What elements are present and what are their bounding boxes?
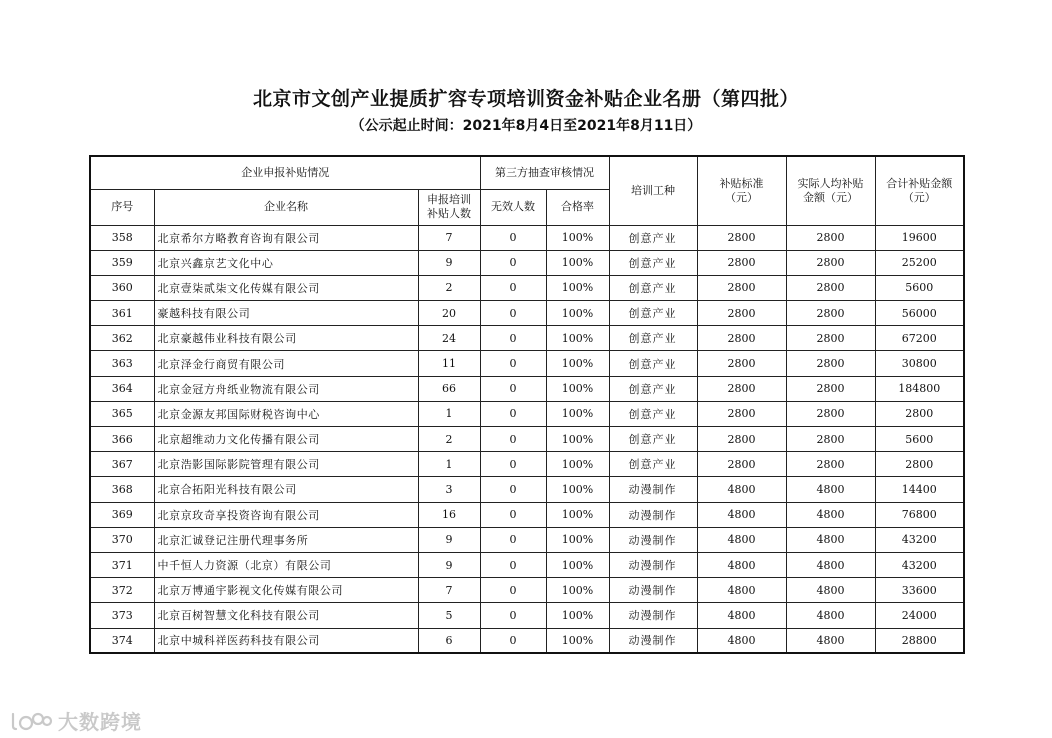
watermark-logo-icon xyxy=(10,710,54,732)
cell-applied-count: 66 xyxy=(418,376,480,401)
cell-training-type: 动漫制作 xyxy=(609,477,697,502)
cell-total-subsidy: 5600 xyxy=(875,427,964,452)
cell-invalid-count: 0 xyxy=(480,628,546,653)
cell-subsidy-standard: 4800 xyxy=(697,552,786,577)
cell-total-subsidy: 43200 xyxy=(875,552,964,577)
cell-seq: 364 xyxy=(90,376,154,401)
cell-applied-count: 7 xyxy=(418,578,480,603)
cell-pass-rate: 100% xyxy=(546,477,609,502)
cell-invalid-count: 0 xyxy=(480,427,546,452)
cell-subsidy-standard: 2800 xyxy=(697,351,786,376)
cell-seq: 371 xyxy=(90,552,154,577)
header-invalid-count: 无效人数 xyxy=(480,189,546,225)
cell-total-subsidy: 2800 xyxy=(875,452,964,477)
cell-company-name: 北京泽金行商贸有限公司 xyxy=(154,351,418,376)
cell-actual-per-person: 2800 xyxy=(786,301,875,326)
cell-total-subsidy: 14400 xyxy=(875,477,964,502)
cell-pass-rate: 100% xyxy=(546,250,609,275)
cell-subsidy-standard: 4800 xyxy=(697,502,786,527)
cell-invalid-count: 0 xyxy=(480,578,546,603)
cell-seq: 366 xyxy=(90,427,154,452)
cell-total-subsidy: 25200 xyxy=(875,250,964,275)
cell-pass-rate: 100% xyxy=(546,427,609,452)
cell-applied-count: 24 xyxy=(418,326,480,351)
header-actual-per-person: 实际人均补贴金额（元） xyxy=(786,156,875,225)
cell-pass-rate: 100% xyxy=(546,578,609,603)
cell-total-subsidy: 30800 xyxy=(875,351,964,376)
cell-pass-rate: 100% xyxy=(546,275,609,300)
cell-company-name: 豪越科技有限公司 xyxy=(154,301,418,326)
cell-subsidy-standard: 4800 xyxy=(697,527,786,552)
cell-subsidy-standard: 2800 xyxy=(697,326,786,351)
cell-invalid-count: 0 xyxy=(480,301,546,326)
header-group-company: 企业申报补贴情况 xyxy=(90,156,480,189)
cell-seq: 367 xyxy=(90,452,154,477)
cell-actual-per-person: 4800 xyxy=(786,578,875,603)
table-row xyxy=(90,578,964,603)
table-row xyxy=(90,603,964,628)
cell-training-type: 动漫制作 xyxy=(609,527,697,552)
cell-training-type: 创意产业 xyxy=(609,301,697,326)
document-subtitle: （公示起止时间：2021年8月4日至2021年8月11日） xyxy=(350,118,702,134)
cell-seq: 361 xyxy=(90,301,154,326)
cell-seq: 359 xyxy=(90,250,154,275)
cell-seq: 363 xyxy=(90,351,154,376)
cell-invalid-count: 0 xyxy=(480,250,546,275)
cell-actual-per-person: 4800 xyxy=(786,552,875,577)
cell-seq: 370 xyxy=(90,527,154,552)
cell-seq: 365 xyxy=(90,401,154,426)
table-row xyxy=(90,628,964,653)
cell-training-type: 创意产业 xyxy=(609,250,697,275)
cell-actual-per-person: 4800 xyxy=(786,502,875,527)
header-company-name: 企业名称 xyxy=(154,189,418,225)
cell-subsidy-standard: 2800 xyxy=(697,275,786,300)
cell-training-type: 创意产业 xyxy=(609,401,697,426)
header-pass-rate: 合格率 xyxy=(546,189,609,225)
cell-company-name: 北京壹柒贰柒文化传媒有限公司 xyxy=(154,275,418,300)
table-row xyxy=(90,351,964,376)
cell-invalid-count: 0 xyxy=(480,275,546,300)
table-row xyxy=(90,477,964,502)
cell-applied-count: 6 xyxy=(418,628,480,653)
cell-training-type: 创意产业 xyxy=(609,427,697,452)
cell-training-type: 创意产业 xyxy=(609,376,697,401)
cell-seq: 372 xyxy=(90,578,154,603)
watermark-text: 大数跨境 xyxy=(58,710,142,734)
cell-subsidy-standard: 2800 xyxy=(697,427,786,452)
cell-pass-rate: 100% xyxy=(546,527,609,552)
cell-subsidy-standard: 2800 xyxy=(697,452,786,477)
cell-training-type: 创意产业 xyxy=(609,452,697,477)
table-row xyxy=(90,552,964,577)
subsidy-table xyxy=(89,155,965,654)
cell-subsidy-standard: 4800 xyxy=(697,628,786,653)
cell-applied-count: 1 xyxy=(418,452,480,477)
cell-seq: 360 xyxy=(90,275,154,300)
cell-subsidy-standard: 4800 xyxy=(697,477,786,502)
table-row xyxy=(90,275,964,300)
cell-pass-rate: 100% xyxy=(546,301,609,326)
cell-pass-rate: 100% xyxy=(546,603,609,628)
cell-company-name: 中千恒人力资源（北京）有限公司 xyxy=(154,552,418,577)
table-row xyxy=(90,527,964,552)
cell-training-type: 创意产业 xyxy=(609,351,697,376)
table-row xyxy=(90,502,964,527)
table-row xyxy=(90,376,964,401)
cell-invalid-count: 0 xyxy=(480,401,546,426)
cell-seq: 373 xyxy=(90,603,154,628)
cell-pass-rate: 100% xyxy=(546,452,609,477)
cell-invalid-count: 0 xyxy=(480,326,546,351)
cell-seq: 368 xyxy=(90,477,154,502)
document-title: 北京市文创产业提质扩容专项培训资金补贴企业名册（第四批） xyxy=(252,88,799,110)
cell-training-type: 动漫制作 xyxy=(609,552,697,577)
cell-invalid-count: 0 xyxy=(480,351,546,376)
table-row xyxy=(90,301,964,326)
cell-total-subsidy: 5600 xyxy=(875,275,964,300)
header-group-audit: 第三方抽查审核情况 xyxy=(480,156,609,189)
cell-actual-per-person: 2800 xyxy=(786,427,875,452)
cell-seq: 362 xyxy=(90,326,154,351)
cell-actual-per-person: 2800 xyxy=(786,250,875,275)
cell-actual-per-person: 4800 xyxy=(786,477,875,502)
table-row xyxy=(90,452,964,477)
cell-total-subsidy: 24000 xyxy=(875,603,964,628)
header-seq: 序号 xyxy=(90,189,154,225)
cell-company-name: 北京万博通宇影视文化传媒有限公司 xyxy=(154,578,418,603)
cell-training-type: 创意产业 xyxy=(609,225,697,250)
cell-pass-rate: 100% xyxy=(546,376,609,401)
cell-company-name: 北京兴鑫京艺文化中心 xyxy=(154,250,418,275)
cell-total-subsidy: 67200 xyxy=(875,326,964,351)
table-row xyxy=(90,225,964,250)
cell-actual-per-person: 2800 xyxy=(786,376,875,401)
cell-total-subsidy: 33600 xyxy=(875,578,964,603)
cell-pass-rate: 100% xyxy=(546,401,609,426)
cell-training-type: 动漫制作 xyxy=(609,628,697,653)
cell-training-type: 动漫制作 xyxy=(609,578,697,603)
cell-company-name: 北京希尔方略教育咨询有限公司 xyxy=(154,225,418,250)
cell-company-name: 北京金冠方舟纸业物流有限公司 xyxy=(154,376,418,401)
cell-invalid-count: 0 xyxy=(480,477,546,502)
cell-pass-rate: 100% xyxy=(546,628,609,653)
cell-actual-per-person: 2800 xyxy=(786,326,875,351)
cell-total-subsidy: 43200 xyxy=(875,527,964,552)
header-total-subsidy: 合计补贴金额（元） xyxy=(875,156,964,225)
cell-pass-rate: 100% xyxy=(546,326,609,351)
cell-applied-count: 9 xyxy=(418,250,480,275)
cell-total-subsidy: 28800 xyxy=(875,628,964,653)
cell-subsidy-standard: 2800 xyxy=(697,376,786,401)
cell-applied-count: 11 xyxy=(418,351,480,376)
table-row xyxy=(90,250,964,275)
cell-actual-per-person: 4800 xyxy=(786,628,875,653)
cell-company-name: 北京中城科祥医药科技有限公司 xyxy=(154,628,418,653)
cell-applied-count: 2 xyxy=(418,427,480,452)
cell-invalid-count: 0 xyxy=(480,225,546,250)
cell-total-subsidy: 2800 xyxy=(875,401,964,426)
cell-actual-per-person: 2800 xyxy=(786,452,875,477)
cell-company-name: 北京超维动力文化传播有限公司 xyxy=(154,427,418,452)
cell-invalid-count: 0 xyxy=(480,376,546,401)
cell-total-subsidy: 19600 xyxy=(875,225,964,250)
cell-pass-rate: 100% xyxy=(546,552,609,577)
table-row xyxy=(90,427,964,452)
cell-seq: 358 xyxy=(90,225,154,250)
cell-subsidy-standard: 2800 xyxy=(697,250,786,275)
cell-training-type: 动漫制作 xyxy=(609,502,697,527)
header-applied-count: 申报培训补贴人数 xyxy=(418,189,480,225)
cell-applied-count: 20 xyxy=(418,301,480,326)
cell-company-name: 北京浩影国际影院管理有限公司 xyxy=(154,452,418,477)
cell-pass-rate: 100% xyxy=(546,351,609,376)
cell-invalid-count: 0 xyxy=(480,452,546,477)
cell-company-name: 北京汇诚登记注册代理事务所 xyxy=(154,527,418,552)
cell-subsidy-standard: 2800 xyxy=(697,301,786,326)
cell-applied-count: 5 xyxy=(418,603,480,628)
cell-actual-per-person: 4800 xyxy=(786,527,875,552)
cell-pass-rate: 100% xyxy=(546,502,609,527)
cell-subsidy-standard: 4800 xyxy=(697,578,786,603)
cell-company-name: 北京合拓阳光科技有限公司 xyxy=(154,477,418,502)
cell-training-type: 动漫制作 xyxy=(609,603,697,628)
cell-applied-count: 1 xyxy=(418,401,480,426)
cell-seq: 374 xyxy=(90,628,154,653)
cell-applied-count: 2 xyxy=(418,275,480,300)
cell-company-name: 北京金源友邦国际财税咨询中心 xyxy=(154,401,418,426)
table-body xyxy=(90,225,964,653)
cell-total-subsidy: 184800 xyxy=(875,376,964,401)
cell-invalid-count: 0 xyxy=(480,527,546,552)
cell-actual-per-person: 2800 xyxy=(786,401,875,426)
cell-training-type: 创意产业 xyxy=(609,275,697,300)
header-training-type: 培训工种 xyxy=(609,156,697,225)
cell-subsidy-standard: 4800 xyxy=(697,603,786,628)
cell-applied-count: 9 xyxy=(418,527,480,552)
watermark xyxy=(10,706,142,735)
cell-applied-count: 9 xyxy=(418,552,480,577)
cell-actual-per-person: 2800 xyxy=(786,351,875,376)
cell-pass-rate: 100% xyxy=(546,225,609,250)
cell-subsidy-standard: 2800 xyxy=(697,225,786,250)
cell-company-name: 北京百树智慧文化科技有限公司 xyxy=(154,603,418,628)
cell-applied-count: 16 xyxy=(418,502,480,527)
cell-seq: 369 xyxy=(90,502,154,527)
cell-invalid-count: 0 xyxy=(480,603,546,628)
cell-actual-per-person: 4800 xyxy=(786,603,875,628)
cell-training-type: 创意产业 xyxy=(609,326,697,351)
cell-actual-per-person: 2800 xyxy=(786,225,875,250)
cell-applied-count: 7 xyxy=(418,225,480,250)
cell-subsidy-standard: 2800 xyxy=(697,401,786,426)
cell-invalid-count: 0 xyxy=(480,502,546,527)
cell-company-name: 北京豪越伟业科技有限公司 xyxy=(154,326,418,351)
table-row xyxy=(90,326,964,351)
cell-invalid-count: 0 xyxy=(480,552,546,577)
table-row xyxy=(90,401,964,426)
header-subsidy-standard: 补贴标准（元） xyxy=(697,156,786,225)
cell-total-subsidy: 56000 xyxy=(875,301,964,326)
cell-actual-per-person: 2800 xyxy=(786,275,875,300)
cell-total-subsidy: 76800 xyxy=(875,502,964,527)
cell-applied-count: 3 xyxy=(418,477,480,502)
cell-company-name: 北京京玫奇享投资咨询有限公司 xyxy=(154,502,418,527)
